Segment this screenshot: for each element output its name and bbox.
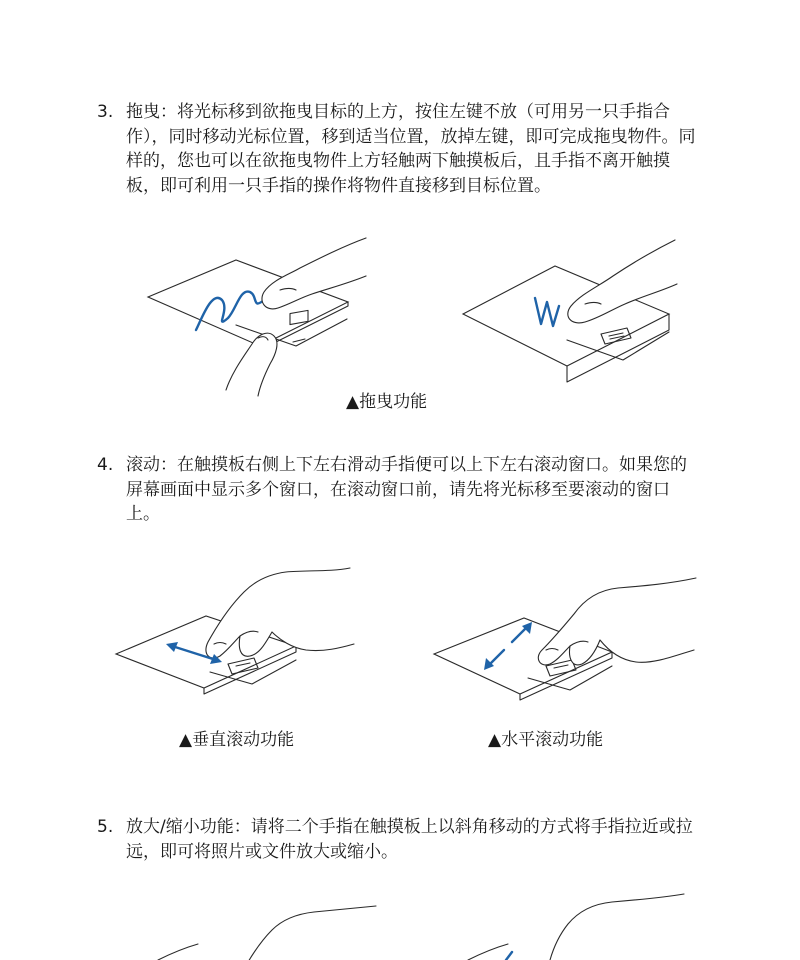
caption-scroll-horizontal: ▲水平滚动功能: [488, 730, 604, 750]
section-5-text: 放大/缩小功能：请将二个手指在触摸板上以斜角移动的方式将手指拉近或拉远，即可将照片或文件放大或缩小。: [126, 817, 693, 862]
hand-icon: [550, 894, 684, 960]
section-3-number: 3.: [97, 102, 114, 122]
section-5: [97, 815, 702, 864]
drag-illustration-left: [140, 230, 370, 400]
section-3: [97, 100, 702, 198]
drag-illustration-right: [455, 232, 685, 392]
section-4-text: 滚动：在触摸板右侧上下左右滑动手指便可以上下左右滚动窗口。如果您的屏幕画面中显示多个窗口，在滚动窗口前，请先将光标移至要滚动的窗口上。: [126, 455, 687, 524]
hand-icon: [248, 906, 376, 960]
zoom-arrow-icon: [506, 952, 512, 960]
section-5-number: 5.: [97, 817, 114, 837]
vertical-scroll-illustration: [110, 560, 360, 710]
zoom-illustration-left: [150, 902, 390, 960]
zoom-illustration-right: [460, 890, 690, 960]
section-3-text: 拖曳：将光标移到欲拖曳目标的上方，按住左键不放（可用另一只手指合作），同时移动光标位置，移到适当位置，放掉左键，即可完成拖曳物件。同样的，您也可以在欲拖曳物件上方轻触两下触摸板后，且手指不离开触摸板，即可利用一只手指的操作将物件直接移到目标位置。: [126, 102, 696, 196]
horizontal-scroll-illustration: [428, 570, 698, 710]
caption-drag: ▲拖曳功能: [346, 392, 428, 412]
section-4: [97, 453, 702, 527]
section-4-number: 4.: [97, 455, 114, 475]
hand-icon: [538, 578, 696, 665]
caption-scroll-vertical: ▲垂直滚动功能: [179, 730, 295, 750]
